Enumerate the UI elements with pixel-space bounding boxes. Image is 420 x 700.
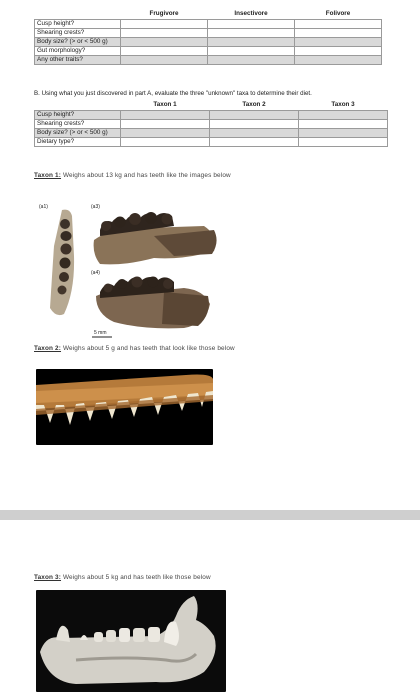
table-row: [35, 29, 382, 38]
row-label: Cusp height?: [35, 20, 121, 29]
taxon-1-caption: [34, 172, 231, 179]
taxon-1-name: Taxon 1:: [34, 172, 62, 179]
taxon-3-name: Taxon 3:: [34, 574, 62, 581]
answer-cell[interactable]: [121, 20, 208, 29]
taxon-3-mandible-photo: [36, 590, 226, 692]
panel-label-a3: (a3): [91, 204, 100, 210]
diet-traits-table: [34, 10, 382, 65]
taxon-3-caption: [34, 574, 211, 581]
answer-cell[interactable]: [299, 138, 388, 147]
taxon-1-description: Weighs about 13 kg and has teeth like the images below: [61, 172, 231, 179]
table-row: [35, 38, 382, 47]
panel-label-a1: (a1): [39, 204, 48, 210]
table-row: [35, 20, 382, 29]
answer-cell[interactable]: [210, 111, 299, 120]
answer-cell[interactable]: [208, 47, 295, 56]
answer-cell[interactable]: [208, 38, 295, 47]
row-label: Shearing crests?: [35, 29, 121, 38]
taxon-1-teeth-figure: [34, 196, 224, 341]
taxon-2-caption: [34, 345, 235, 352]
answer-cell[interactable]: [121, 29, 208, 38]
table-row: [35, 56, 382, 65]
header-frugivore: Frugivore: [149, 10, 179, 17]
answer-cell[interactable]: [210, 138, 299, 147]
header-folivore: Folivore: [325, 10, 351, 17]
row-label: Cusp height?: [35, 111, 121, 120]
jaw-lateral-upper-image: [94, 212, 217, 264]
scale-bar-label: 5 mm: [94, 330, 107, 336]
part-b-instruction: B. Using what you just discovered in part A, evaluate the three "unknown" taxa to determine their diet.: [34, 90, 312, 97]
jaw-occlusal-image: [50, 210, 74, 316]
answer-cell[interactable]: [210, 129, 299, 138]
row-label: Gut morphology?: [35, 47, 121, 56]
taxon-3-description: Weighs about 5 kg and has teeth like those below: [61, 574, 211, 581]
answer-cell[interactable]: [295, 29, 382, 38]
answer-cell[interactable]: [121, 111, 210, 120]
answer-cell[interactable]: [208, 56, 295, 65]
header-taxon-3: Taxon 3: [331, 101, 355, 108]
table-row: [35, 138, 388, 147]
answer-cell[interactable]: [121, 47, 208, 56]
answer-cell[interactable]: [295, 56, 382, 65]
table-row: [35, 47, 382, 56]
header-taxon-1: Taxon 1: [153, 101, 177, 108]
answer-cell[interactable]: [121, 56, 208, 65]
answer-cell[interactable]: [299, 111, 388, 120]
taxon-2-name: Taxon 2:: [34, 345, 62, 352]
row-label: Body size? (> or < 500 g): [35, 129, 121, 138]
answer-cell[interactable]: [121, 120, 210, 129]
row-label: Dietary type?: [35, 138, 121, 147]
table-row: [35, 111, 388, 120]
jaw-lateral-lower-image: [96, 277, 210, 329]
answer-cell[interactable]: [295, 47, 382, 56]
answer-cell[interactable]: [295, 20, 382, 29]
row-label: Shearing crests?: [35, 120, 121, 129]
header-taxon-2: Taxon 2: [242, 101, 266, 108]
row-label: Body size? (> or < 500 g): [35, 38, 121, 47]
table-row: [35, 120, 388, 129]
answer-cell[interactable]: [121, 38, 208, 47]
answer-cell[interactable]: [299, 129, 388, 138]
unknown-taxa-table: [34, 101, 388, 147]
answer-cell[interactable]: [121, 129, 210, 138]
answer-cell[interactable]: [299, 120, 388, 129]
panel-label-a4: (a4): [91, 270, 100, 276]
header-insectivore: Insectivore: [234, 10, 268, 17]
row-label: Any other traits?: [35, 56, 121, 65]
answer-cell[interactable]: [295, 38, 382, 47]
table1-corner-header: [35, 10, 121, 20]
answer-cell[interactable]: [210, 120, 299, 129]
answer-cell[interactable]: [208, 29, 295, 38]
table-row: [35, 129, 388, 138]
taxon-2-teeth-photo: [36, 369, 213, 445]
taxon-2-description: Weighs about 5 g and has teeth that look like those below: [61, 345, 235, 352]
answer-cell[interactable]: [121, 138, 210, 147]
page-separator: [0, 510, 420, 520]
answer-cell[interactable]: [208, 20, 295, 29]
table2-corner-header: [35, 101, 121, 111]
